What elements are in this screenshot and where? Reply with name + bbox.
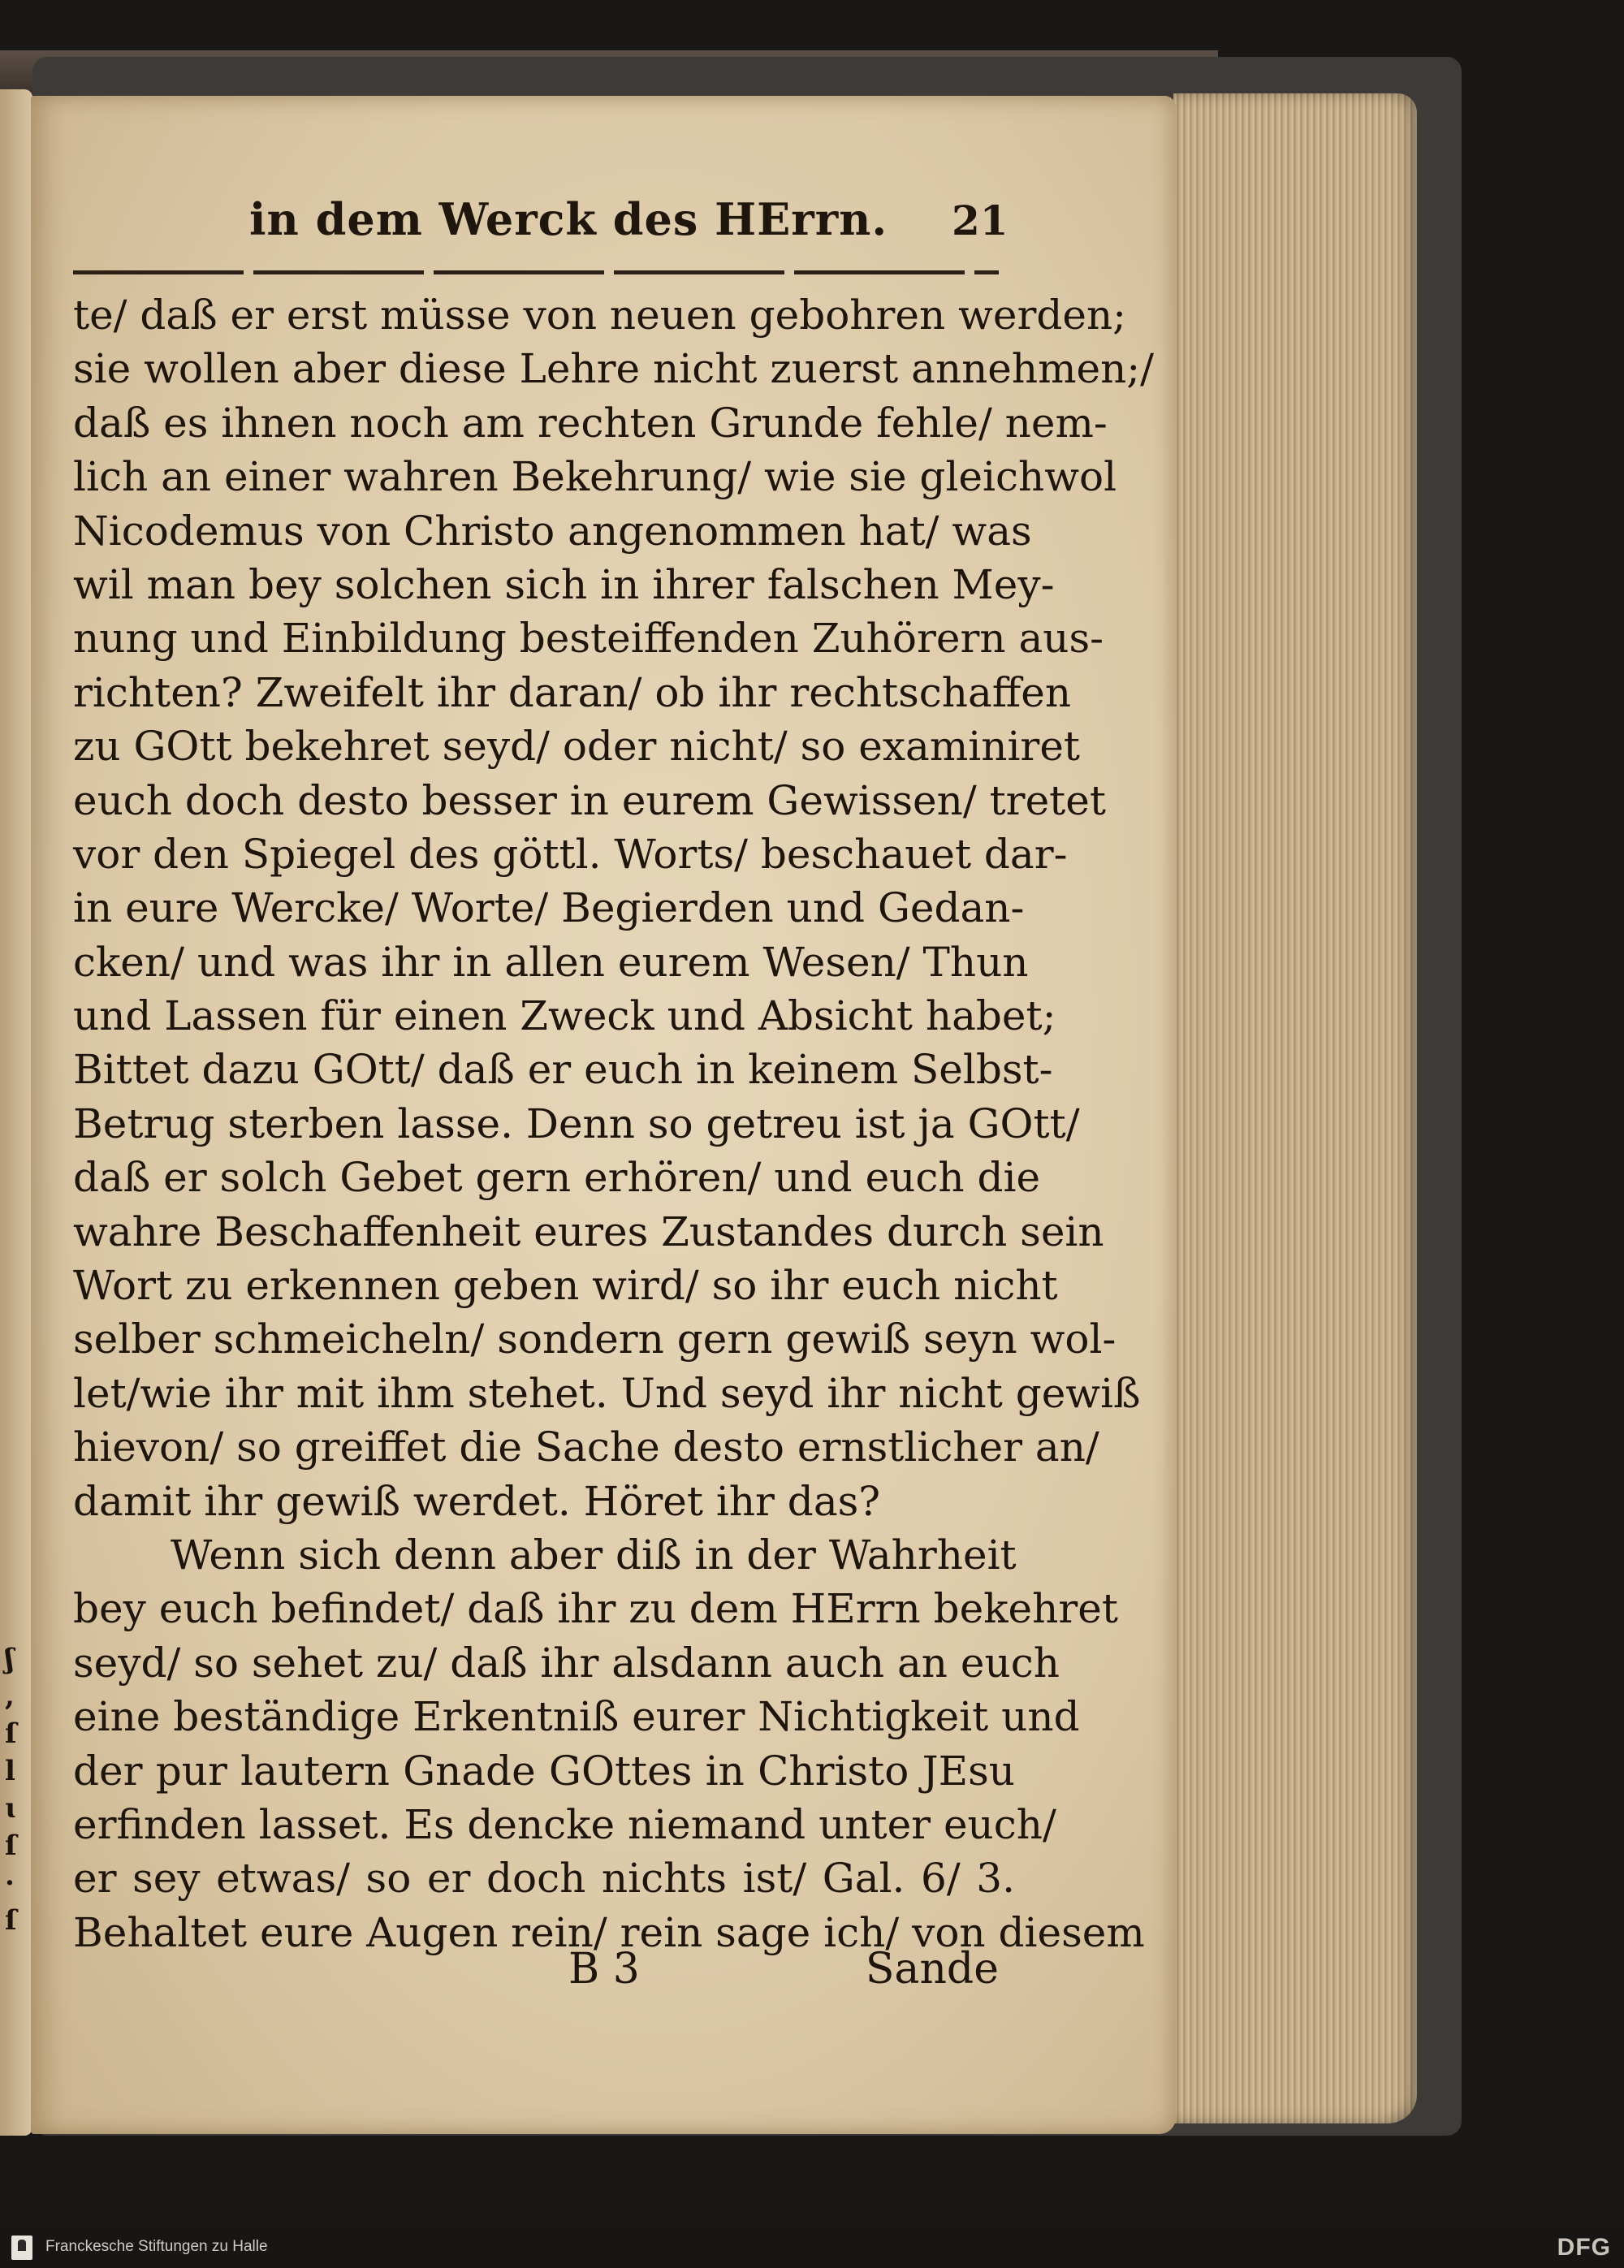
footer-bar bbox=[0, 2229, 1624, 2268]
margin-mark: , bbox=[5, 1680, 15, 1713]
text-line: cken/ und was ihr in allen eurem Wesen/ Thun bbox=[73, 938, 1029, 986]
text-line: er sey etwas/ so er doch nichts ist/ Gal. 6/ 3. bbox=[73, 1855, 1015, 1903]
text-line: richten? Zweifelt ihr daran/ ob ihr rechtschaffen bbox=[73, 668, 1072, 716]
text-line: te/ daß er erst müsse von neuen gebohren werden; bbox=[73, 292, 1127, 339]
text-line: in eure Wercke/ Worte/ Begierden und Gedan- bbox=[73, 884, 1025, 932]
signature-mark: B 3 bbox=[568, 1945, 640, 1994]
margin-mark: ſ bbox=[5, 1830, 17, 1862]
catchword: Sande bbox=[865, 1945, 999, 1994]
text-line: vor den Spiegel des göttl. Worts/ beschauet dar- bbox=[73, 830, 1068, 878]
text-line: daß er solch Gebet gern erhören/ und euch die bbox=[73, 1154, 1041, 1202]
text-line: seyd/ so sehet zu/ daß ihr alsdann auch an euch bbox=[73, 1639, 1060, 1687]
text-line: sie wollen aber diese Lehre nicht zuerst annehmen;/ bbox=[73, 345, 1154, 393]
text-line: nung und Einbildung besteiffenden Zuhörern aus- bbox=[73, 615, 1104, 663]
text-line: der pur lautern Gnade GOttes in Christo JEsu bbox=[73, 1747, 1015, 1795]
page-edges bbox=[1173, 93, 1417, 2123]
text-line: damit ihr gewiß werdet. Höret ihr das? bbox=[73, 1477, 881, 1525]
margin-mark: ſ bbox=[5, 1904, 17, 1937]
margin-mark: · bbox=[5, 1867, 15, 1899]
text-line: Wort zu erkennen geben wird/ so ihr euch nicht bbox=[73, 1262, 1058, 1310]
text-line: zu GOtt bekehret seyd/ oder nicht/ so examiniret bbox=[73, 723, 1081, 771]
text-line: selber schmeicheln/ sondern gern gewiß seyn wol- bbox=[73, 1315, 1116, 1363]
running-head: in dem Werck des HErrn. bbox=[249, 193, 888, 245]
text-line: let/wie ihr mit ihm stehet. Und seyd ihr nicht gewiß bbox=[73, 1369, 1141, 1417]
text-line: hievon/ so greiffet die Sache desto ernstlicher an/ bbox=[73, 1423, 1099, 1471]
text-line: daß es ihnen noch am rechten Grunde fehle/ nem- bbox=[73, 399, 1108, 447]
page-number: 21 bbox=[952, 197, 1009, 244]
margin-mark: ʃ bbox=[5, 1643, 15, 1675]
text-line: lich an einer wahren Bekehrung/ wie sie gleichwol bbox=[73, 453, 1117, 501]
institution-logo-icon bbox=[11, 2236, 32, 2260]
margin-mark: ɩ bbox=[5, 1792, 15, 1825]
margin-marks bbox=[5, 1640, 26, 2030]
body-text bbox=[73, 288, 1154, 1959]
dfg-logo: DFG bbox=[1557, 2234, 1611, 2261]
text-line: Nicodemus von Christo angenommen hat/ was bbox=[73, 507, 1032, 555]
text-line: Bittet dazu GOtt/ daß er euch in keinem Selbst- bbox=[73, 1046, 1053, 1094]
page-header bbox=[42, 193, 1009, 261]
text-line: wahre Beschaffenheit eures Zustandes durch sein bbox=[73, 1207, 1104, 1255]
header-rule bbox=[73, 270, 999, 274]
text-line: euch doch desto besser in eurem Gewissen/ tretet bbox=[73, 776, 1106, 824]
catchline bbox=[73, 1945, 999, 2002]
text-line: Betrug sterben lasse. Denn so getreu ist ja GOtt/ bbox=[73, 1099, 1080, 1147]
text-line: bey euch befindet/ daß ihr zu dem HErrn bekehret bbox=[73, 1585, 1118, 1633]
text-line: wil man bey solchen sich in ihrer falschen Mey- bbox=[73, 560, 1055, 608]
text-line: Wenn sich denn aber diß in der Wahrheit bbox=[171, 1531, 1017, 1579]
text-line: eine beständige Erkentniß eurer Nichtigkeit und bbox=[73, 1693, 1080, 1741]
margin-mark: ſ bbox=[5, 1717, 17, 1750]
text-line: und Lassen für einen Zweck und Absicht habet; bbox=[73, 992, 1056, 1040]
institution-name: Franckesche Stiftungen zu Halle bbox=[45, 2238, 268, 2255]
margin-mark: l bbox=[5, 1755, 15, 1787]
text-line: Behaltet eure Augen rein/ rein sage ich/ von diesem bbox=[73, 1908, 1145, 1956]
text-line: erfinden lasset. Es dencke niemand unter euch/ bbox=[73, 1800, 1056, 1848]
